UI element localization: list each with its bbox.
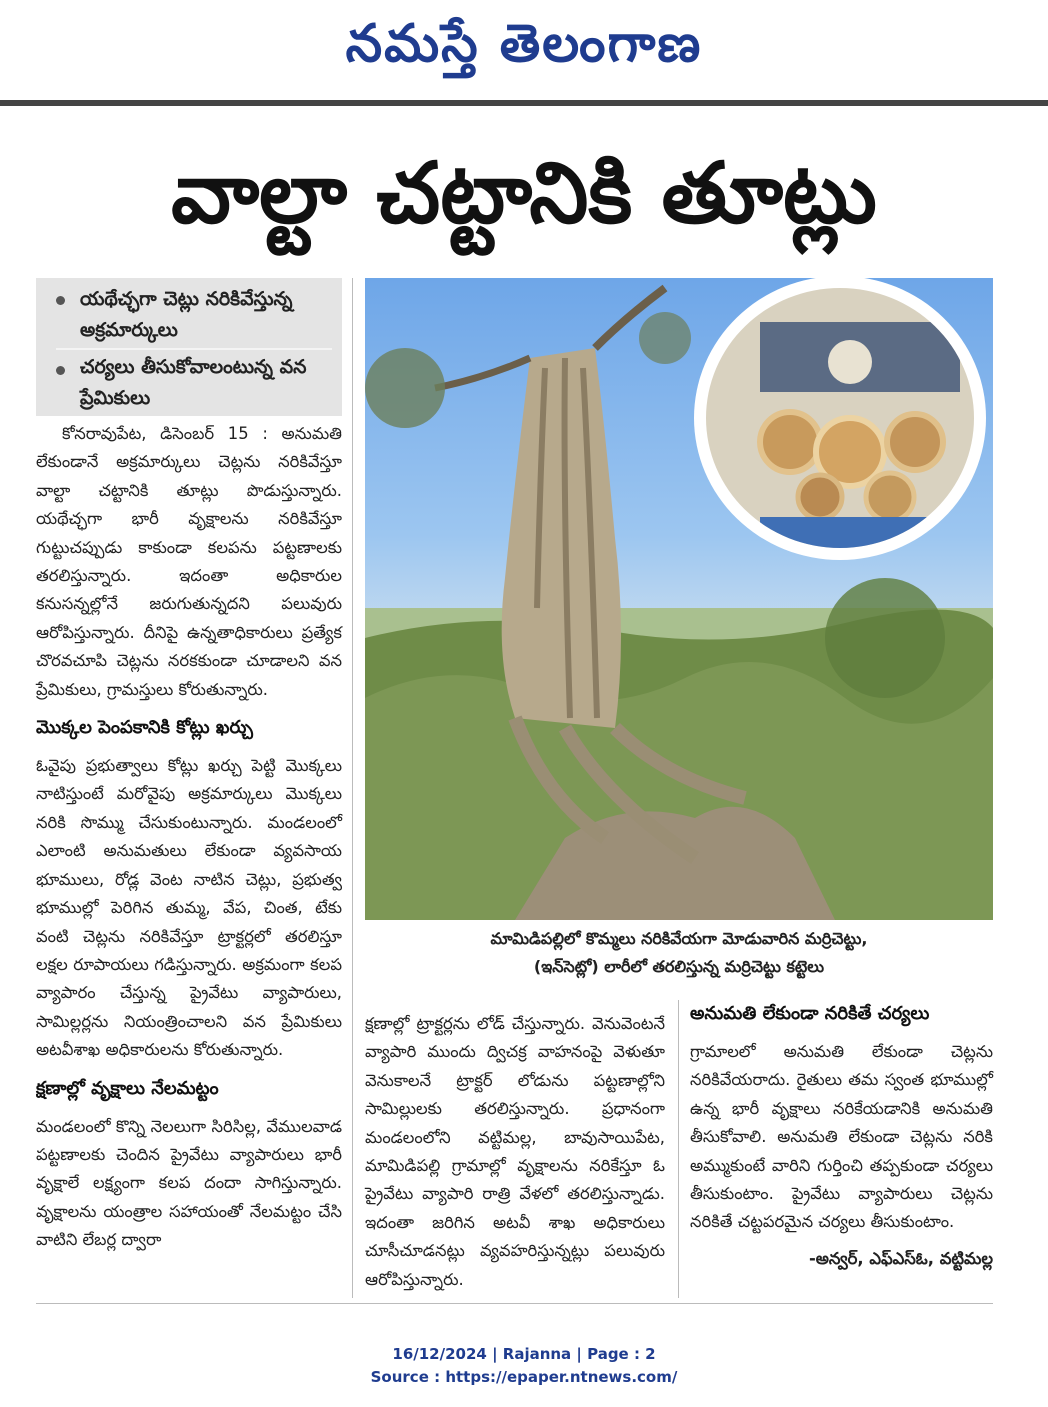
right-column bbox=[690, 1000, 993, 1273]
subheading-action: అనుమతి లేకుండా నరికితే చర్యలు bbox=[690, 1003, 930, 1024]
masthead-rule bbox=[0, 100, 1048, 106]
subheading-felling: క్షణాల్లో వృక్షాలు నేలమట్టం bbox=[36, 1077, 219, 1099]
felling-paragraph: మండలంలో కొన్ని నెలలుగా సిరిసిల్ల, వేములవాడ పట్టణాలకు చెందిన ప్రైవేటు వ్యాపారులు భారీ వృక్షాలే లక్ష్యంగా కలప దందా సాగిస్తున్నారు. వృక్షాలను యంత్రాల సహాయంతో నేలమట్టం చేసి వాటిని లేబర్ల ద్వారా bbox=[36, 1116, 342, 1250]
middle-paragraph: క్షణాల్లో ట్రాక్టర్లను లోడ్ చేస్తున్నారు. వెనువెంటనే వ్యాపారి ముందు ద్విచక్ర వాహనంపై వెళుతూ వెనుకాలనే ట్రాక్టర్ లోడును పట్టణాల్లోని సామిల్లులకు తరలిస్తున్నారు. ప్రధానంగా మండలంలోని వట్టిమల్ల, బావుసాయిపేట, మామిడిపల్లి గ్రామాల్లో వృక్షాలను నరికేస్తూ ఓ ప్రైవేటు వ్యాపారి రాత్రి వేళలో తరలిస్తున్నాడు. ఇదంతా జరిగిన అటవీ శాఖ అధికారులు చూసీచూడనట్లు వ్యవహరిస్తున్నట్లు పలువురు ఆరోపిస్తున్నారు. bbox=[365, 1014, 665, 1289]
article-headline: వాల్టా చట్టానికి తూట్లు bbox=[171, 144, 877, 242]
middle-column bbox=[365, 1010, 665, 1294]
caption-line-2: (ఇన్‌సెట్లో) లారీలో తరలిస్తున్న మర్రిచెట్టు కట్టెలు bbox=[533, 957, 825, 976]
quote-attribution: -అన్వర్, ఎఫ్ఎస్ఓ, వట్టిమల్ల bbox=[808, 1248, 993, 1268]
column-divider bbox=[352, 278, 353, 1298]
highlight-text: చర్యలు తీసుకోవాలంటున్న వన ప్రేమికులు bbox=[80, 356, 307, 409]
footer-source: Source : https://epaper.ntnews.com/ bbox=[370, 1368, 678, 1386]
column-divider bbox=[678, 1000, 679, 1298]
caption-line-1: మామిడిపల్లిలో కొమ్మలు నరికివేయగా మోడువారిన మర్రిచెట్టు, bbox=[490, 929, 868, 948]
official-quote-paragraph: గ్రామాలలో అనుమతి లేకుండా చెట్లను నరికివేయరాదు. రైతులు తమ స్వంత భూముల్లో ఉన్న భారీ వృక్షాలు నరికేయడానికి అనుమతి తీసుకోవాలి. అనుమతి లేకుండా చెట్లను నరికి అమ్ముకుంటే వారిని గుర్తించి తప్పకుండా చర్యలు తీసుకుంటాం. ప్రైవేటు వ్యాపారులు చెట్లను నరికితే చట్టపరమైన చర్యలు తీసుకుంటాం. bbox=[690, 1042, 993, 1232]
masthead bbox=[0, 0, 1048, 108]
footer-date-edition: 16/12/2024 | Rajanna | Page : 2 bbox=[392, 1345, 656, 1363]
inset-photo bbox=[700, 282, 980, 554]
subheading-saplings: మొక్కల పెంపకానికి కోట్లు ఖర్చు bbox=[36, 717, 253, 739]
left-column bbox=[36, 420, 342, 1255]
highlight-item bbox=[56, 348, 332, 414]
highlight-text: యథేచ్ఛగా చెట్లు నరికివేస్తున్న అక్రమార్కులు bbox=[80, 288, 293, 341]
article-bottom-rule bbox=[36, 1303, 993, 1304]
highlights-box bbox=[36, 278, 342, 416]
photo-caption bbox=[365, 925, 993, 981]
bullet-icon bbox=[56, 296, 65, 305]
intro-paragraph: కోనరావుపేట, డిసెంబర్ 15 : అనుమతి లేకుండానే అక్రమార్కులు చెట్లను నరికివేస్తూ వాల్టా చట్టానికి తూట్లు పొడుస్తున్నారు. యథేచ్ఛగా భారీ వృక్షాలను నరికివేస్తూ గుట్టుచప్పుడు కాకుండా కలపను పట్టణాలకు తరలిస్తున్నారు. ఇదంతా అధికారుల కనుసన్నల్లోనే జరుగుతున్నదని పలువురు ఆరోపిస్తున్నారు. దీనిపై ఉన్నతాధికారులు ప్రత్యేక చొరవచూపి చెట్లను నరకకుండా చూడాలని వన ప్రేమికులు, గ్రామస్తులు కోరుతున్నారు. bbox=[36, 424, 342, 699]
highlight-item bbox=[56, 284, 332, 346]
logs-in-lorry-image bbox=[700, 282, 980, 554]
saplings-paragraph: ఓవైపు ప్రభుత్వాలు కోట్లు ఖర్చు పెట్టి మొక్కలు నాటిస్తుంటే మరోవైపు అక్రమార్కులు మొక్కలు నరికి సొమ్ము చేసుకుంటున్నారు. మండలంలో ఎలాంటి అనుమతులు లేకుండా వ్యవసాయ భూములు, రోడ్ల వెంట నాటిన చెట్లు, ప్రభుత్వ భూముల్లో పెరిగిన తుమ్మ, వేప, చింత, టేకు వంటి చెట్లను నరికివేస్తూ ట్రాక్టర్లలో తరలిస్తూ లక్షల రూపాయలు గడిస్తున్నారు. అక్రమంగా కలప వ్యాపారం చేస్తున్న ప్రైవేటు వ్యాపారులు, సామిల్లర్లను నియంత్రించాలని వన ప్రేమికులు అటవీశాఖ అధికారులను కోరుతున్నారు. bbox=[36, 756, 342, 1060]
bullet-icon bbox=[56, 366, 65, 375]
newspaper-logo: నమస్తే తెలంగాణ bbox=[345, 14, 703, 74]
